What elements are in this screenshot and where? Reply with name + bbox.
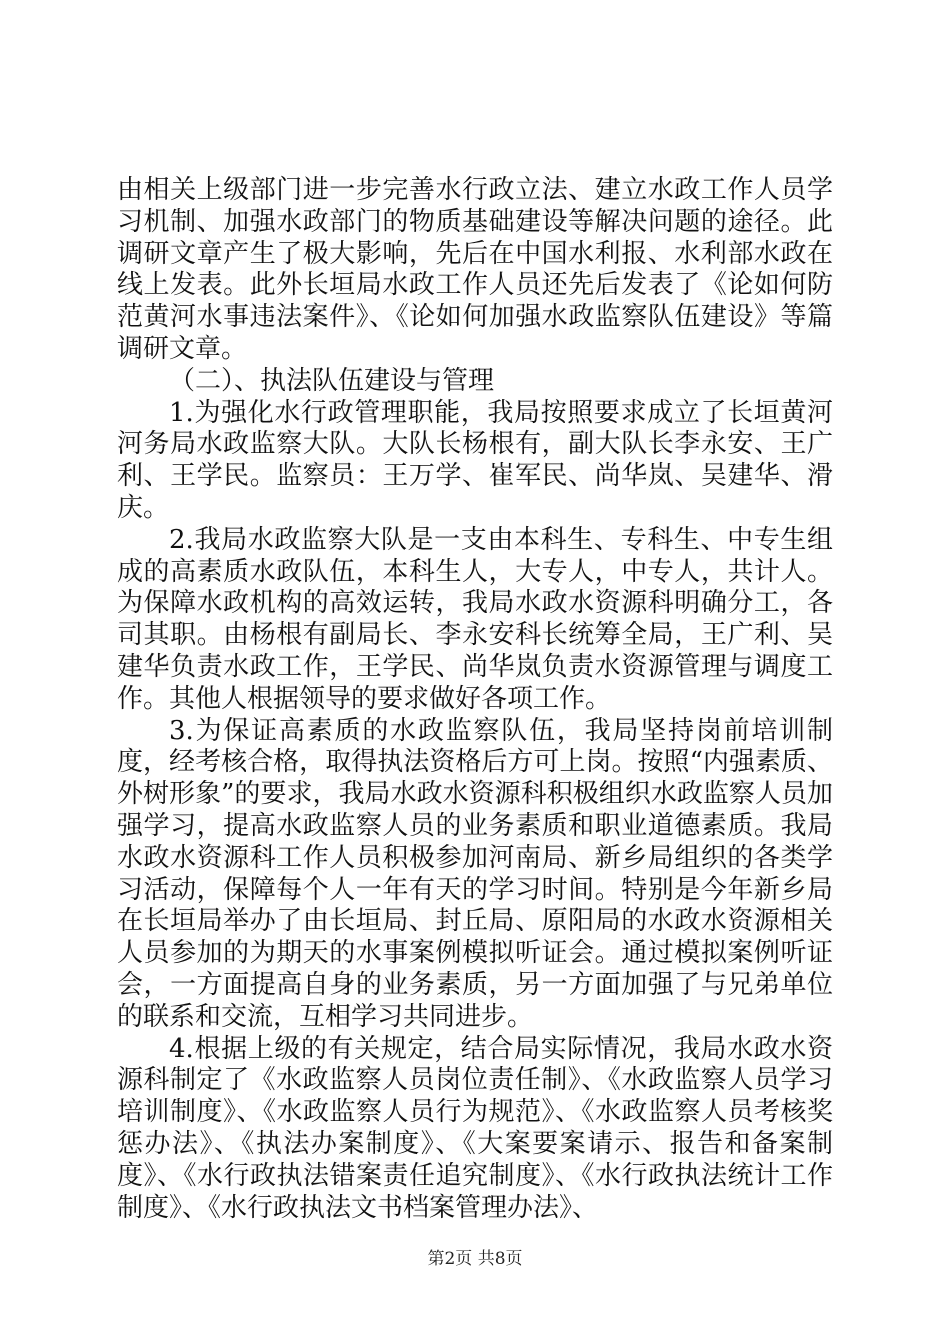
paragraph-continuation: 由相关上级部门进一步完善水行政立法、建立水政工作人员学习机制、加强水政部门的物质基础建设等解决问题的途径。此调研文章产生了极大影响，先后在中国水利报、水利部水政在线上发表。此外长垣局水政工作人员还先后发表了《论如何防范黄河水事违法案件》、《论如何加强水政监察队伍建设》等篇调研文章。 [117, 175, 833, 364]
page-footer: 第2页 共8页 [427, 1249, 523, 1269]
paragraph-item-2: 2.我局水政监察大队是一支由本科生、专科生、中专生组成的高素质水政队伍，本科生人，大专人，中专人，共计人。为保障水政机构的高效运转，我局水政水资源科明确分工，各司其职。由杨根有副局长、李永安科长统筹全局，王广利、吴建华负责水政工作，王学民、尚华岚负责水资源管理与调度工作。其他人根据领导的要求做好各项工作。 [117, 524, 833, 714]
section-heading: （二）、执法队伍建设与管理 [169, 365, 495, 396]
paragraph-item-1: 1.为强化水行政管理职能，我局按照要求成立了长垣黄河河务局水政监察大队。大队长杨根有，副大队长李永安、王广利、王学民。监察员：王万学、崔军民、尚华岚、吴建华、滑庆。 [117, 397, 833, 523]
paragraph-item-4: 4.根据上级的有关规定，结合局实际情况，我局水政水资源科制定了《水政监察人员岗位责任制》、《水政监察人员学习培训制度》、《水政监察人员行为规范》、《水政监察人员考核奖惩办法》、《执法办案制度》、《大案要案请示、报告和备案制度》、《水行政执法错案责任追究制度》、《水行政执法统计工作制度》、《水行政执法文书档案管理办法》、 [117, 1033, 833, 1223]
paragraph-item-3: 3.为保证高素质的水政监察队伍，我局坚持岗前培训制度，经考核合格，取得执法资格后方可上岗。按照“内强素质、外树形象”的要求，我局水政水资源科积极组织水政监察人员加强学习，提高水政监察人员的业务素质和职业道德素质。我局水政水资源科工作人员积极参加河南局、新乡局组织的各类学习活动，保障每个人一年有天的学习时间。特别是今年新乡局在长垣局举办了由长垣局、封丘局、原阳局的水政水资源相关人员参加的为期天的水事案例模拟听证会。通过模拟案例听证会，一方面提高自身的业务素质，另一方面加强了与兄弟单位的联系和交流，互相学习共同进步。 [117, 715, 833, 1032]
document-body [117, 175, 833, 1224]
